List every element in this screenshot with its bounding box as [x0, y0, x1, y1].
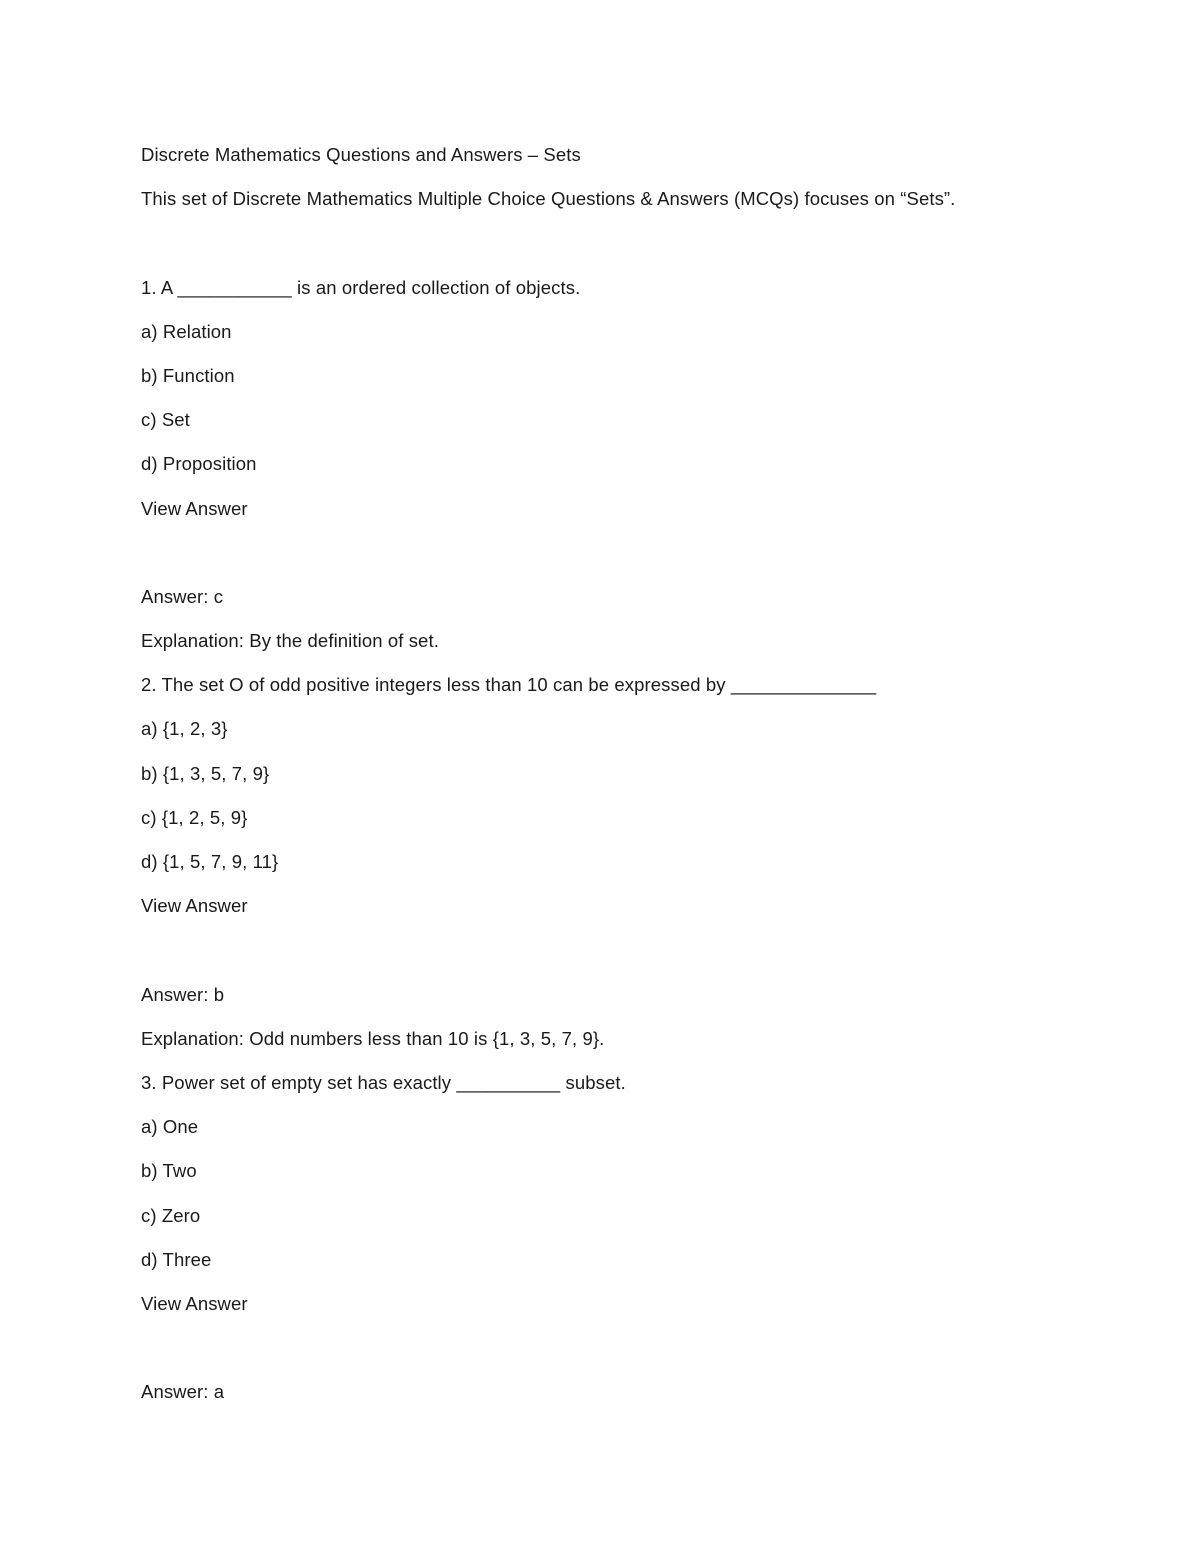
- spacer: [141, 1333, 1101, 1377]
- question-text: 2. The set O of odd positive integers less than 10 can be expressed by ______________: [141, 674, 877, 696]
- option-d: d) {1, 5, 7, 9, 11}: [141, 851, 279, 872]
- explanation-text: Explanation: By the definition of set.: [141, 630, 439, 652]
- document-content: [141, 140, 1101, 1421]
- option-c: c) Set: [141, 409, 190, 431]
- answer-text: Answer: c: [141, 585, 224, 607]
- view-answer-link[interactable]: View Answer: [141, 895, 248, 917]
- option-a: a) {1, 2, 3}: [141, 718, 228, 740]
- option-c: c) {1, 2, 5, 9}: [141, 806, 248, 828]
- option-a: a) Relation: [141, 320, 232, 342]
- answer-text: Answer: b: [141, 983, 225, 1005]
- option-d: d) Proposition: [141, 453, 257, 475]
- view-answer-link[interactable]: View Answer: [141, 497, 248, 519]
- document-intro: This set of Discrete Mathematics Multiple Choice Questions & Answers (MCQs) focuses on “Sets”.: [141, 188, 956, 210]
- question-block-3: [141, 1068, 1101, 1407]
- spacer: [141, 935, 1101, 979]
- option-b: b) {1, 3, 5, 7, 9}: [141, 762, 270, 784]
- option-c: c) Zero: [141, 1204, 201, 1226]
- document-title: Discrete Mathematics Questions and Answers – Sets: [141, 144, 581, 165]
- option-d: d) Three: [141, 1248, 212, 1270]
- spacer: [141, 228, 1101, 272]
- question-text: 3. Power set of empty set has exactly __________ subset.: [141, 1071, 626, 1093]
- question-text: 1. A ___________ is an ordered collection of objects.: [141, 276, 581, 298]
- question-block-2: [141, 670, 1101, 1054]
- spacer: [141, 538, 1101, 582]
- answer-text: Answer: a: [141, 1381, 225, 1403]
- view-answer-link[interactable]: View Answer: [141, 1292, 248, 1314]
- option-b: b) Function: [141, 364, 235, 386]
- option-a: a) One: [141, 1116, 199, 1138]
- explanation-text: Explanation: Odd numbers less than 10 is {1, 3, 5, 7, 9}.: [141, 1027, 605, 1049]
- question-block-1: [141, 273, 1101, 657]
- option-b: b) Two: [141, 1160, 197, 1182]
